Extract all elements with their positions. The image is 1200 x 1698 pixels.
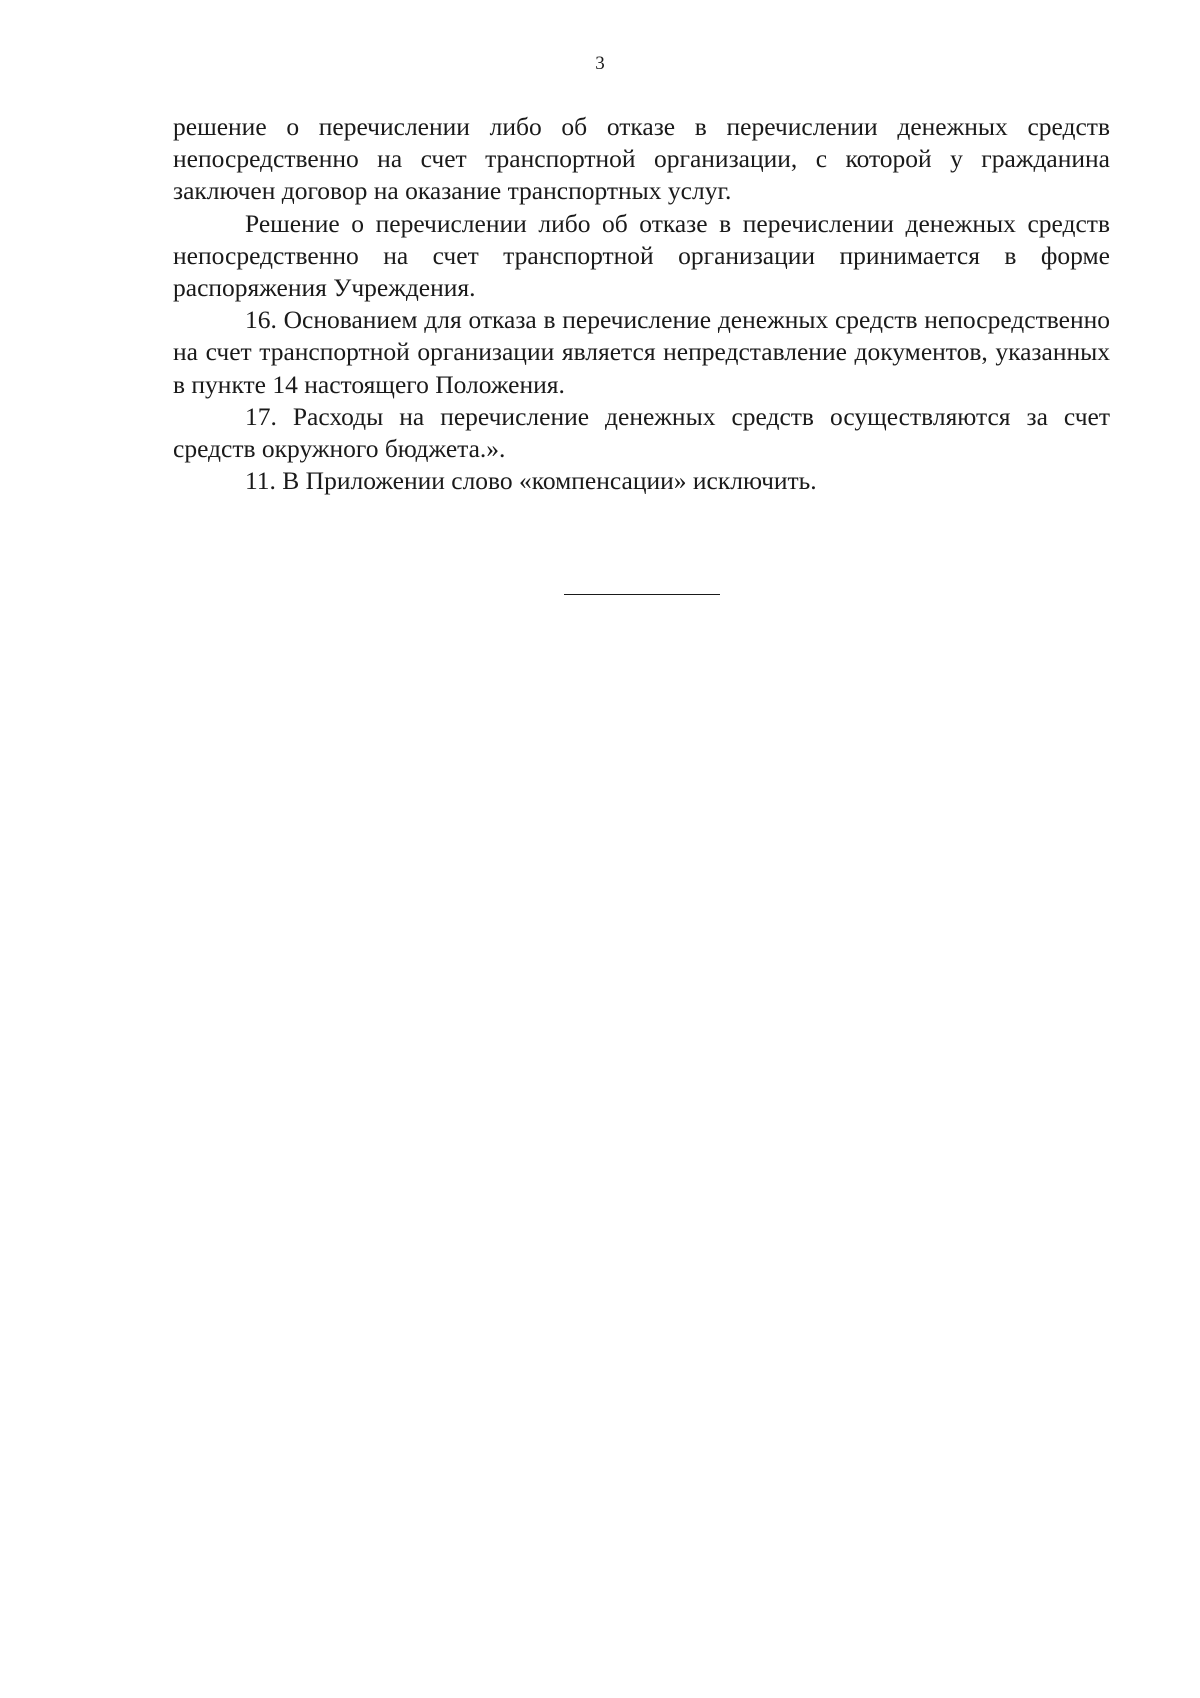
document-body	[173, 111, 1110, 497]
paragraph-item-17: 17. Расходы на перечисление денежных средств осуществляются за счет средств окружного бюджета.».	[173, 401, 1110, 464]
page-number: 3	[595, 53, 605, 74]
paragraph-continuation: решение о перечислении либо об отказе в перечислении денежных средств непосредственно на счет транспортной организации, с которой у гражданина заключен договор на оказание транспортных услуг.	[173, 112, 1110, 206]
paragraph-item-11: 11. В Приложении слово «компенсации» исключить.	[245, 466, 817, 496]
closing-separator-line	[564, 594, 720, 595]
paragraph-decision-form: Решение о перечислении либо об отказе в перечислении денежных средств непосредственно на счет транспортной организации принимается в форме распоряжения Учреждения.	[173, 208, 1110, 303]
paragraph-item-16: 16. Основанием для отказа в перечисление денежных средств непосредственно на счет транспортной организации является непредставление документов, указанных в пункте 14 настоящего Положения.	[173, 305, 1110, 399]
